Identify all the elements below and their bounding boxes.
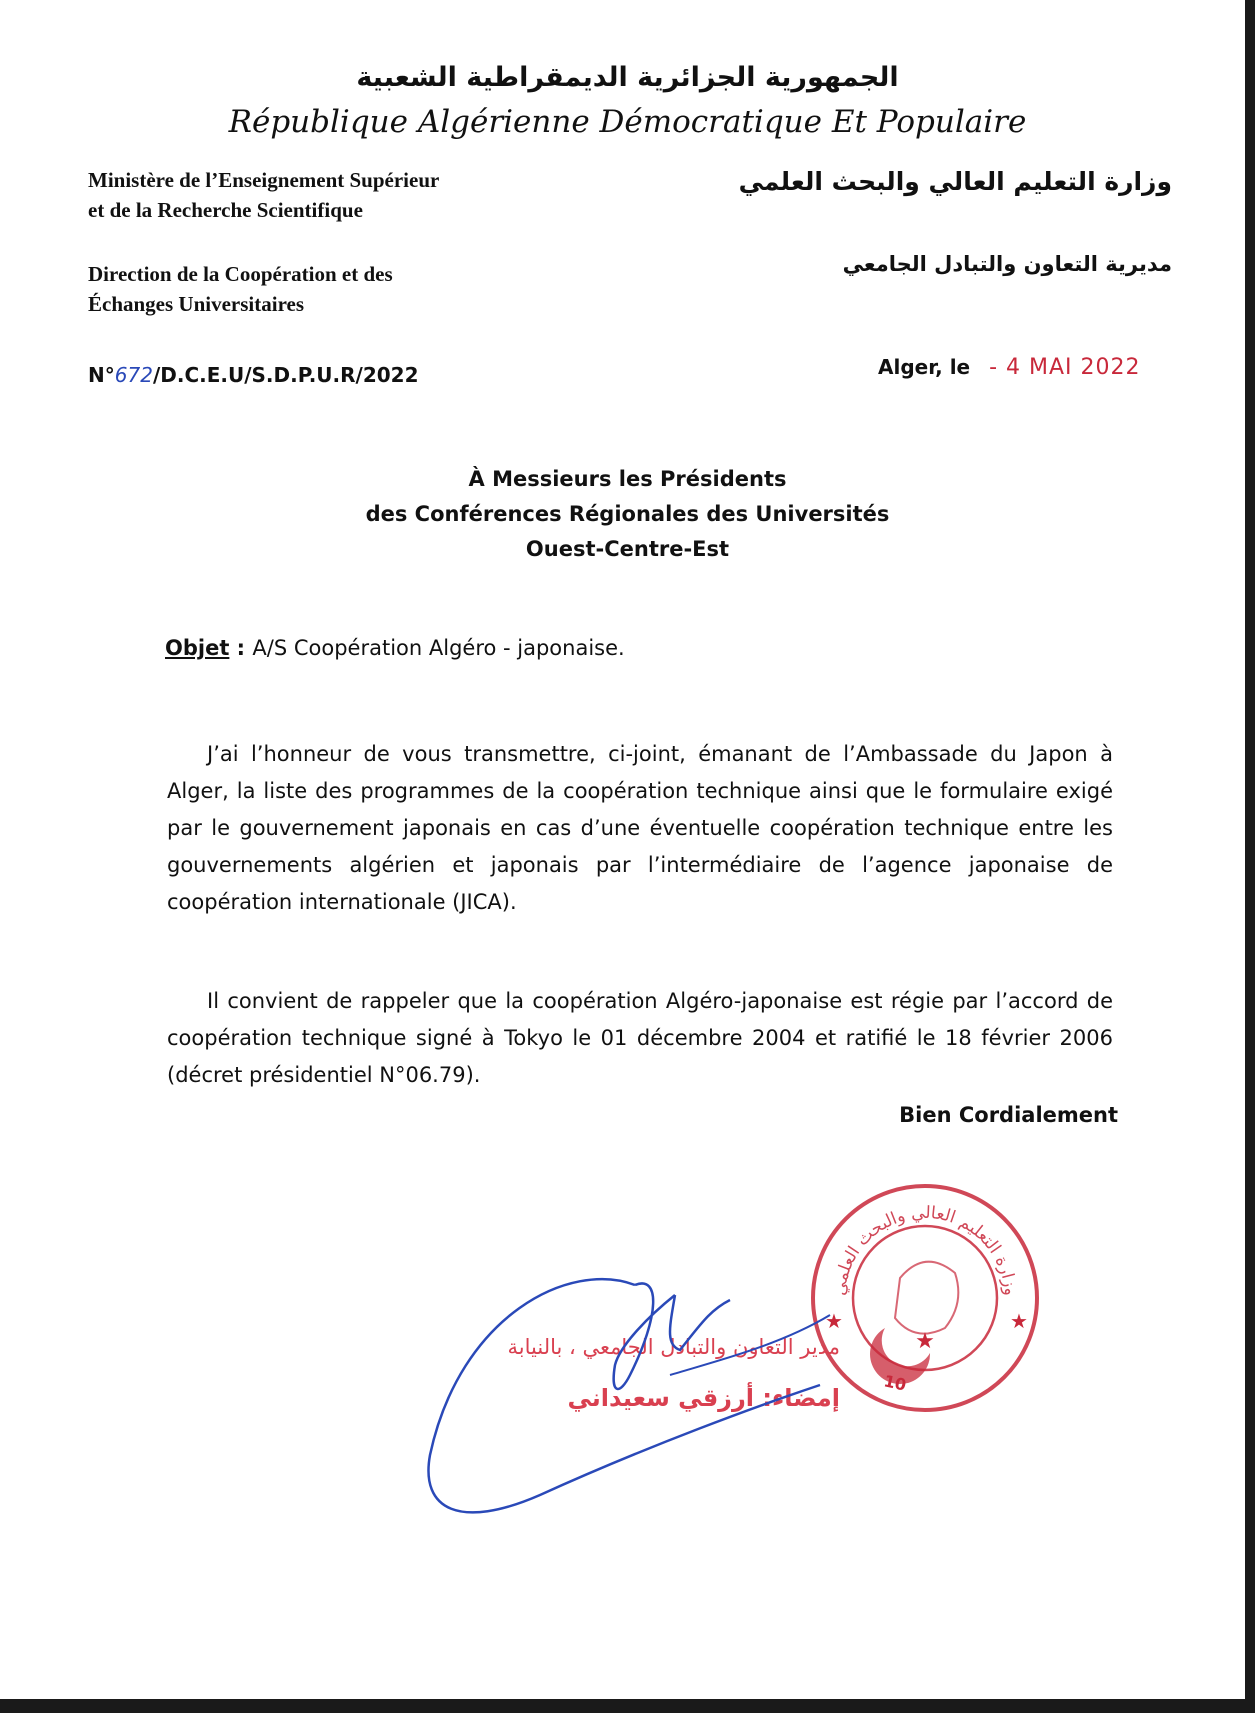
scan-edge-right: [1245, 0, 1255, 1713]
ministry-fr-line1: Ministère de l’Enseignement Supérieur: [88, 168, 440, 192]
body-paragraph-2: Il convient de rappeler que la coopération Algéro-japonaise est régie par l’accord de coopération technique signé à Tokyo le 01 décembre 2004 et ratifié le 18 février 2006 (décret présidentiel N°06.79).: [167, 989, 1113, 1087]
object-text: A/S Coopération Algéro - japonaise.: [252, 636, 625, 660]
direction-fr-line1: Direction de la Coopération et des: [88, 262, 393, 286]
svg-text:وزارة التعليم العالي والبحث ال: [830, 1203, 1020, 1297]
republic-title-ar: الجمهورية الجزائرية الديمقراطية الشعبية: [356, 62, 899, 93]
svg-text:★: ★: [825, 1309, 843, 1333]
ministry-fr: [88, 165, 439, 225]
addressee-line1: À Messieurs les Présidents: [468, 467, 787, 491]
closing-salutation: Bien Cordialement: [899, 1103, 1118, 1127]
svg-text:★: ★: [915, 1329, 935, 1354]
direction-fr: [88, 259, 393, 319]
republic-title-fr: République Algérienne Démocratique Et Populaire: [228, 104, 1027, 140]
reference-prefix: N°: [88, 363, 115, 387]
body-paragraph-1: J’ai l’honneur de vous transmettre, ci-joint, émanant de l’Ambassade du Japon à Alger, la liste des programmes de la coopération technique ainsi que le formulaire exigé par le gouvernement japonais en cas d’une éventuelle coopération technique entre les gouvernements algérien et japonais par l’intermédiaire de l’agence japonaise de coopération internationale (JICA).: [167, 742, 1113, 914]
svg-text:★: ★: [1010, 1309, 1028, 1333]
signatory-name-ar: إمضاء: أرزقي سعيداني: [567, 1384, 840, 1412]
direction-fr-line2: Échanges Universitaires: [88, 292, 305, 316]
addressee-line2: des Conférences Régionales des Universités: [365, 502, 890, 526]
ministry-ar: وزارة التعليم العالي والبحث العلمي: [738, 167, 1172, 196]
seal-text: وزارة التعليم العالي والبحث العلمي: [829, 1202, 1021, 1297]
date-stamp: - 4 MAI 2022: [989, 355, 1141, 380]
handwritten-signature: [420, 1255, 840, 1535]
reference-number: [88, 363, 419, 387]
object-label: Objet: [165, 636, 230, 660]
addressee-line3: Ouest-Centre-Est: [525, 537, 730, 561]
ministry-fr-line2: et de la Recherche Scientifique: [88, 198, 363, 222]
official-seal: [805, 1178, 1045, 1418]
reference-suffix: /D.C.E.U/S.D.P.U.R/2022: [152, 363, 419, 387]
direction-ar: مديرية التعاون والتبادل الجامعي: [842, 252, 1172, 276]
addressee-block: [0, 462, 1255, 567]
object-separator: :: [229, 636, 253, 660]
seal-number: 10: [882, 1371, 908, 1395]
scan-edge-bottom: [0, 1699, 1255, 1713]
signatory-title-ar: مدير التعاون والتبادل الجامعي ، بالنيابة: [507, 1335, 840, 1359]
object-line: [165, 636, 625, 660]
reference-handwritten-number: 672: [114, 363, 153, 387]
date-label: Alger, le: [878, 355, 971, 379]
date-line: [878, 355, 1141, 380]
